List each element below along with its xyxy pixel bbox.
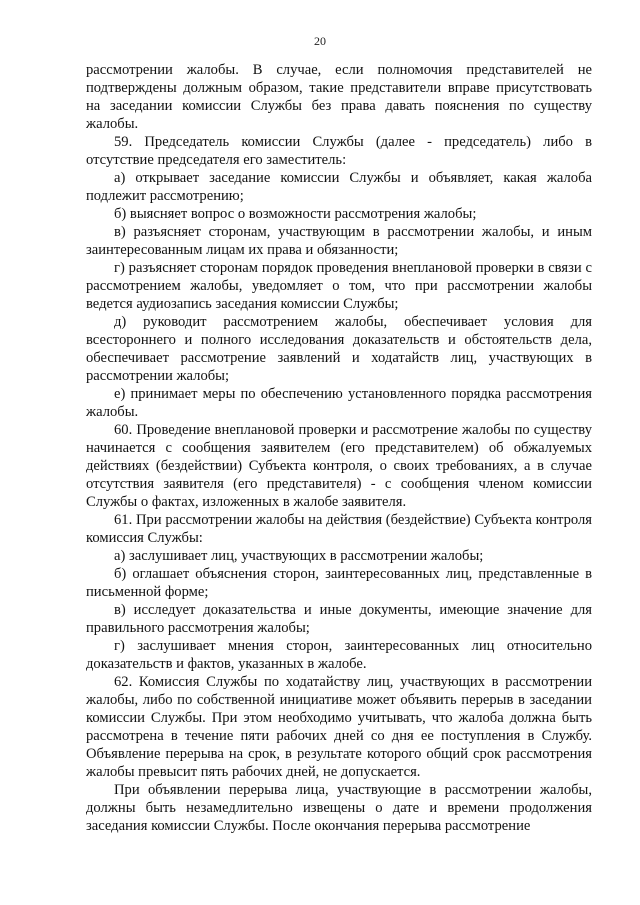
list-item: д) руководит рассмотрением жалобы, обеспечивает условия для всестороннего и полного исследования доказательств и обстоятельств дела, обеспечивает рассмотрение заявлений и ходатайств лиц, участвующих в рассмотрении жалобы; bbox=[86, 314, 592, 384]
list-item: в) разъясняет сторонам, участвующим в рассмотрении жалобы, и иным заинтересованным лицам их права и обязанности; bbox=[86, 224, 592, 258]
list-item: б) выясняет вопрос о возможности рассмотрения жалобы; bbox=[114, 206, 477, 222]
list-item: е) принимает меры по обеспечению установленного порядка рассмотрения жалобы. bbox=[86, 386, 592, 420]
paragraph: При объявлении перерыва лица, участвующие в рассмотрении жалобы, должны быть незамедлительно извещены о дате и времени продолжения заседания комиссии Службы. После окончания перерыва рассмотрение bbox=[86, 782, 592, 834]
list-item: а) открывает заседание комиссии Службы и объявляет, какая жалоба подлежит рассмотрению; bbox=[86, 170, 592, 204]
paragraph-60: 60. Проведение внеплановой проверки и рассмотрение жалобы по существу начинается с сообщения заявителем (его представителем) об обжалуемых действиях (бездействии) Субъекта контроля, о своих требованиях, а в случае отсутствия заявителя (его представителя) - с сообщения членом комиссии Службы о фактах, изложенных в жалобе заявителя. bbox=[86, 422, 592, 510]
paragraph-62: 62. Комиссия Службы по ходатайству лиц, участвующих в рассмотрении жалобы, либо по собственной инициативе может объявить перерыв в заседании комиссии Службы. При этом необходимо учитывать, что жалоба должна быть рассмотрена в течение пяти рабочих дней со дня ее поступления в Службу. Объявление перерыва на срок, в результате которого общий срок рассмотрения жалобы превысит пять рабочих дней, не допускается. bbox=[86, 674, 592, 780]
list-item: а) заслушивает лиц, участвующих в рассмотрении жалобы; bbox=[114, 548, 484, 564]
paragraph-61: 61. При рассмотрении жалобы на действия (бездействие) Субъекта контроля комиссия Службы: bbox=[86, 512, 592, 546]
list-item: г) разъясняет сторонам порядок проведения внеплановой проверки в связи с рассмотрением жалобы, уведомляет о том, что при рассмотрении жалобы ведется аудиозапись заседания комиссии Службы; bbox=[86, 260, 592, 312]
list-item: в) исследует доказательства и иные документы, имеющие значение для правильного рассмотрения жалобы; bbox=[86, 602, 592, 636]
list-item: г) заслушивает мнения сторон, заинтересованных лиц относительно доказательств и фактов, указанных в жалобе. bbox=[86, 638, 592, 672]
paragraph-59: 59. Председатель комиссии Службы (далее - председатель) либо в отсутствие председателя его заместитель: bbox=[86, 134, 592, 168]
page-number: 20 bbox=[314, 34, 326, 48]
document-body bbox=[86, 61, 592, 835]
list-item: б) оглашает объяснения сторон, заинтересованных лиц, представленные в письменной форме; bbox=[86, 566, 592, 600]
paragraph: рассмотрении жалобы. В случае, если полномочия представителей не подтверждены должным образом, такие представители вправе присутствовать на заседании комиссии Службы без права давать пояснения по существу жалобы. bbox=[86, 62, 592, 132]
